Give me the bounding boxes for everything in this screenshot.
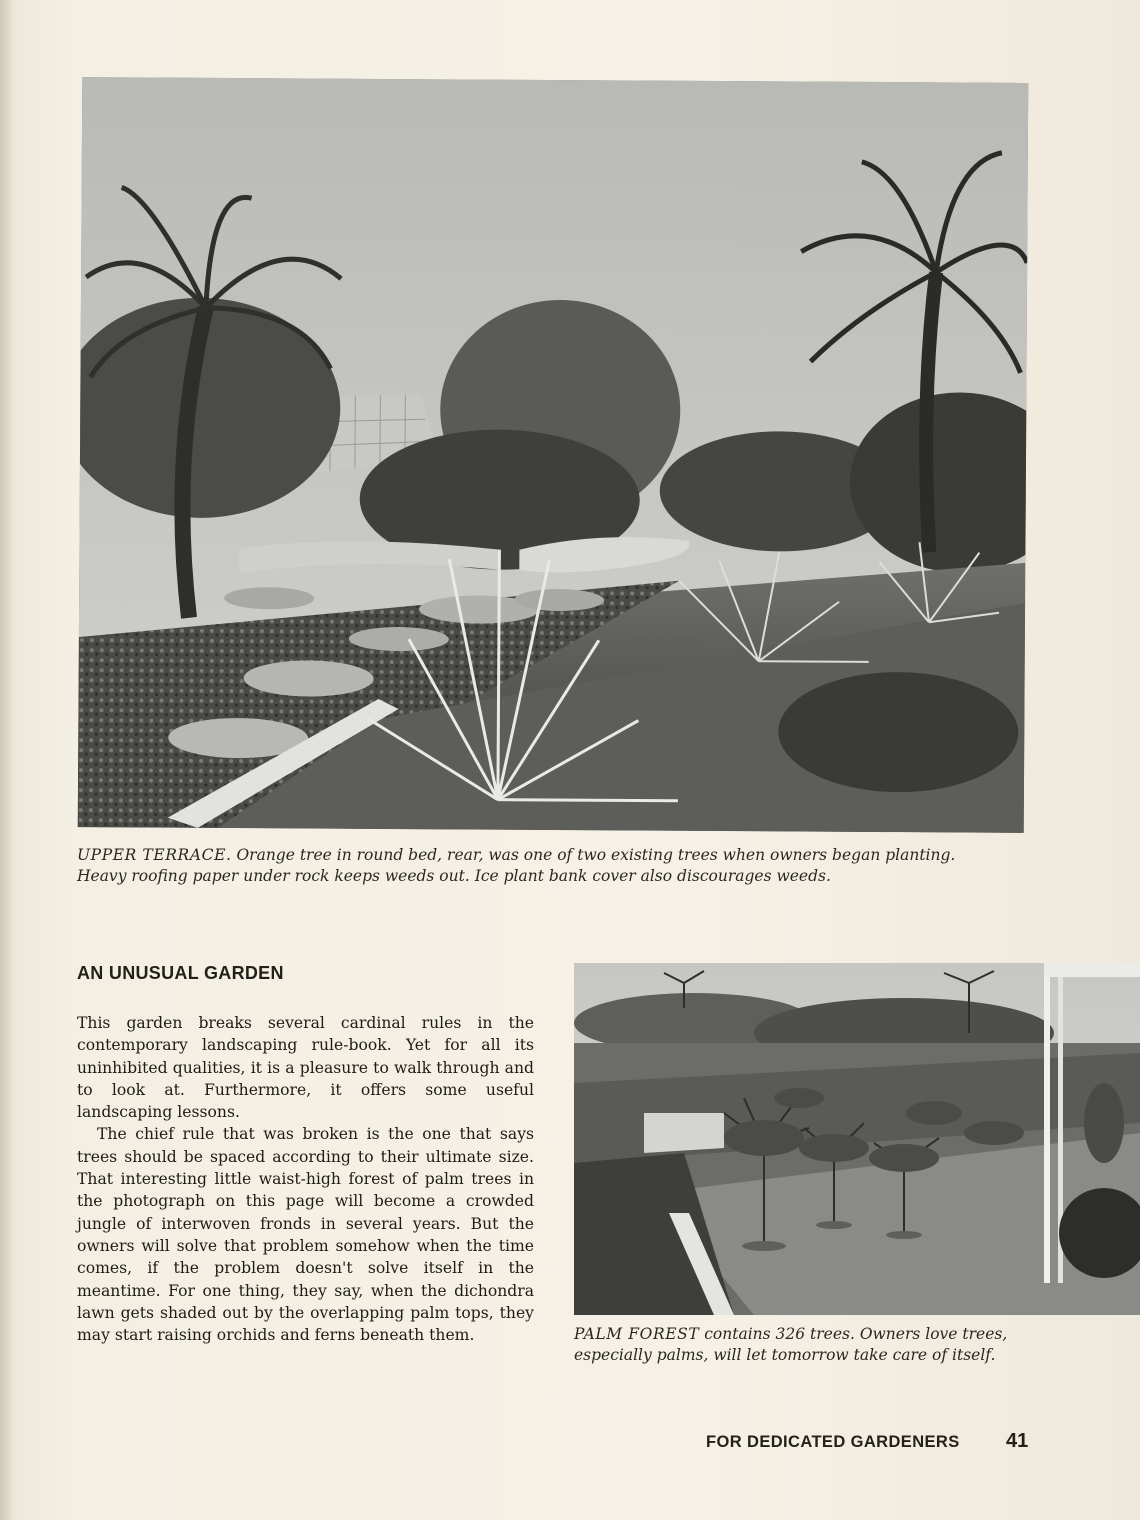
- palm-caption-lead: PALM FOREST: [574, 1325, 700, 1343]
- palm-forest-photo: [574, 963, 1140, 1315]
- upper-caption-lead: UPPER TERRACE.: [77, 846, 232, 864]
- palm-caption-text: contains 326 trees. Owners love trees, especially palms, will let tomorrow take care of itself.: [574, 1325, 1008, 1364]
- page-number: 41: [1006, 1430, 1029, 1452]
- running-footer: FOR DEDICATED GARDENERS: [706, 1433, 960, 1451]
- article-paragraph: This garden breaks several cardinal rules in the contemporary landscaping rule-book. Yet for all its uninhibited qualities, it is a pleasure to walk through and to look at. Furthermore, it offers some useful landscaping lessons.: [77, 1014, 534, 1122]
- palm-forest-caption: [574, 1324, 1044, 1366]
- article-body: [77, 1012, 534, 1346]
- upper-terrace-caption: [77, 845, 957, 887]
- upper-terrace-photo: [78, 77, 1029, 833]
- page-binding-shadow: [0, 0, 14, 1520]
- upper-caption-text: Orange tree in round bed, rear, was one of two existing trees when owners began planting. Heavy roofing paper under rock keeps weeds out. Ice plant bank cover also discourages weeds.: [77, 846, 956, 885]
- article-heading: AN UNUSUAL GARDEN: [77, 963, 284, 983]
- article-paragraph: The chief rule that was broken is the one that says trees should be spaced according to their ultimate size. That interesting little waist-high forest of palm trees in the photograph on this page will become a crowded jungle of interwoven fronds in several years. But the owners will solve that problem somehow when the time comes, if the problem doesn't solve itself in the meantime. For one thing, they say, when the dichondra lawn gets shaded out by the overlapping palm tops, they may start raising orchids and ferns beneath them.: [77, 1125, 534, 1345]
